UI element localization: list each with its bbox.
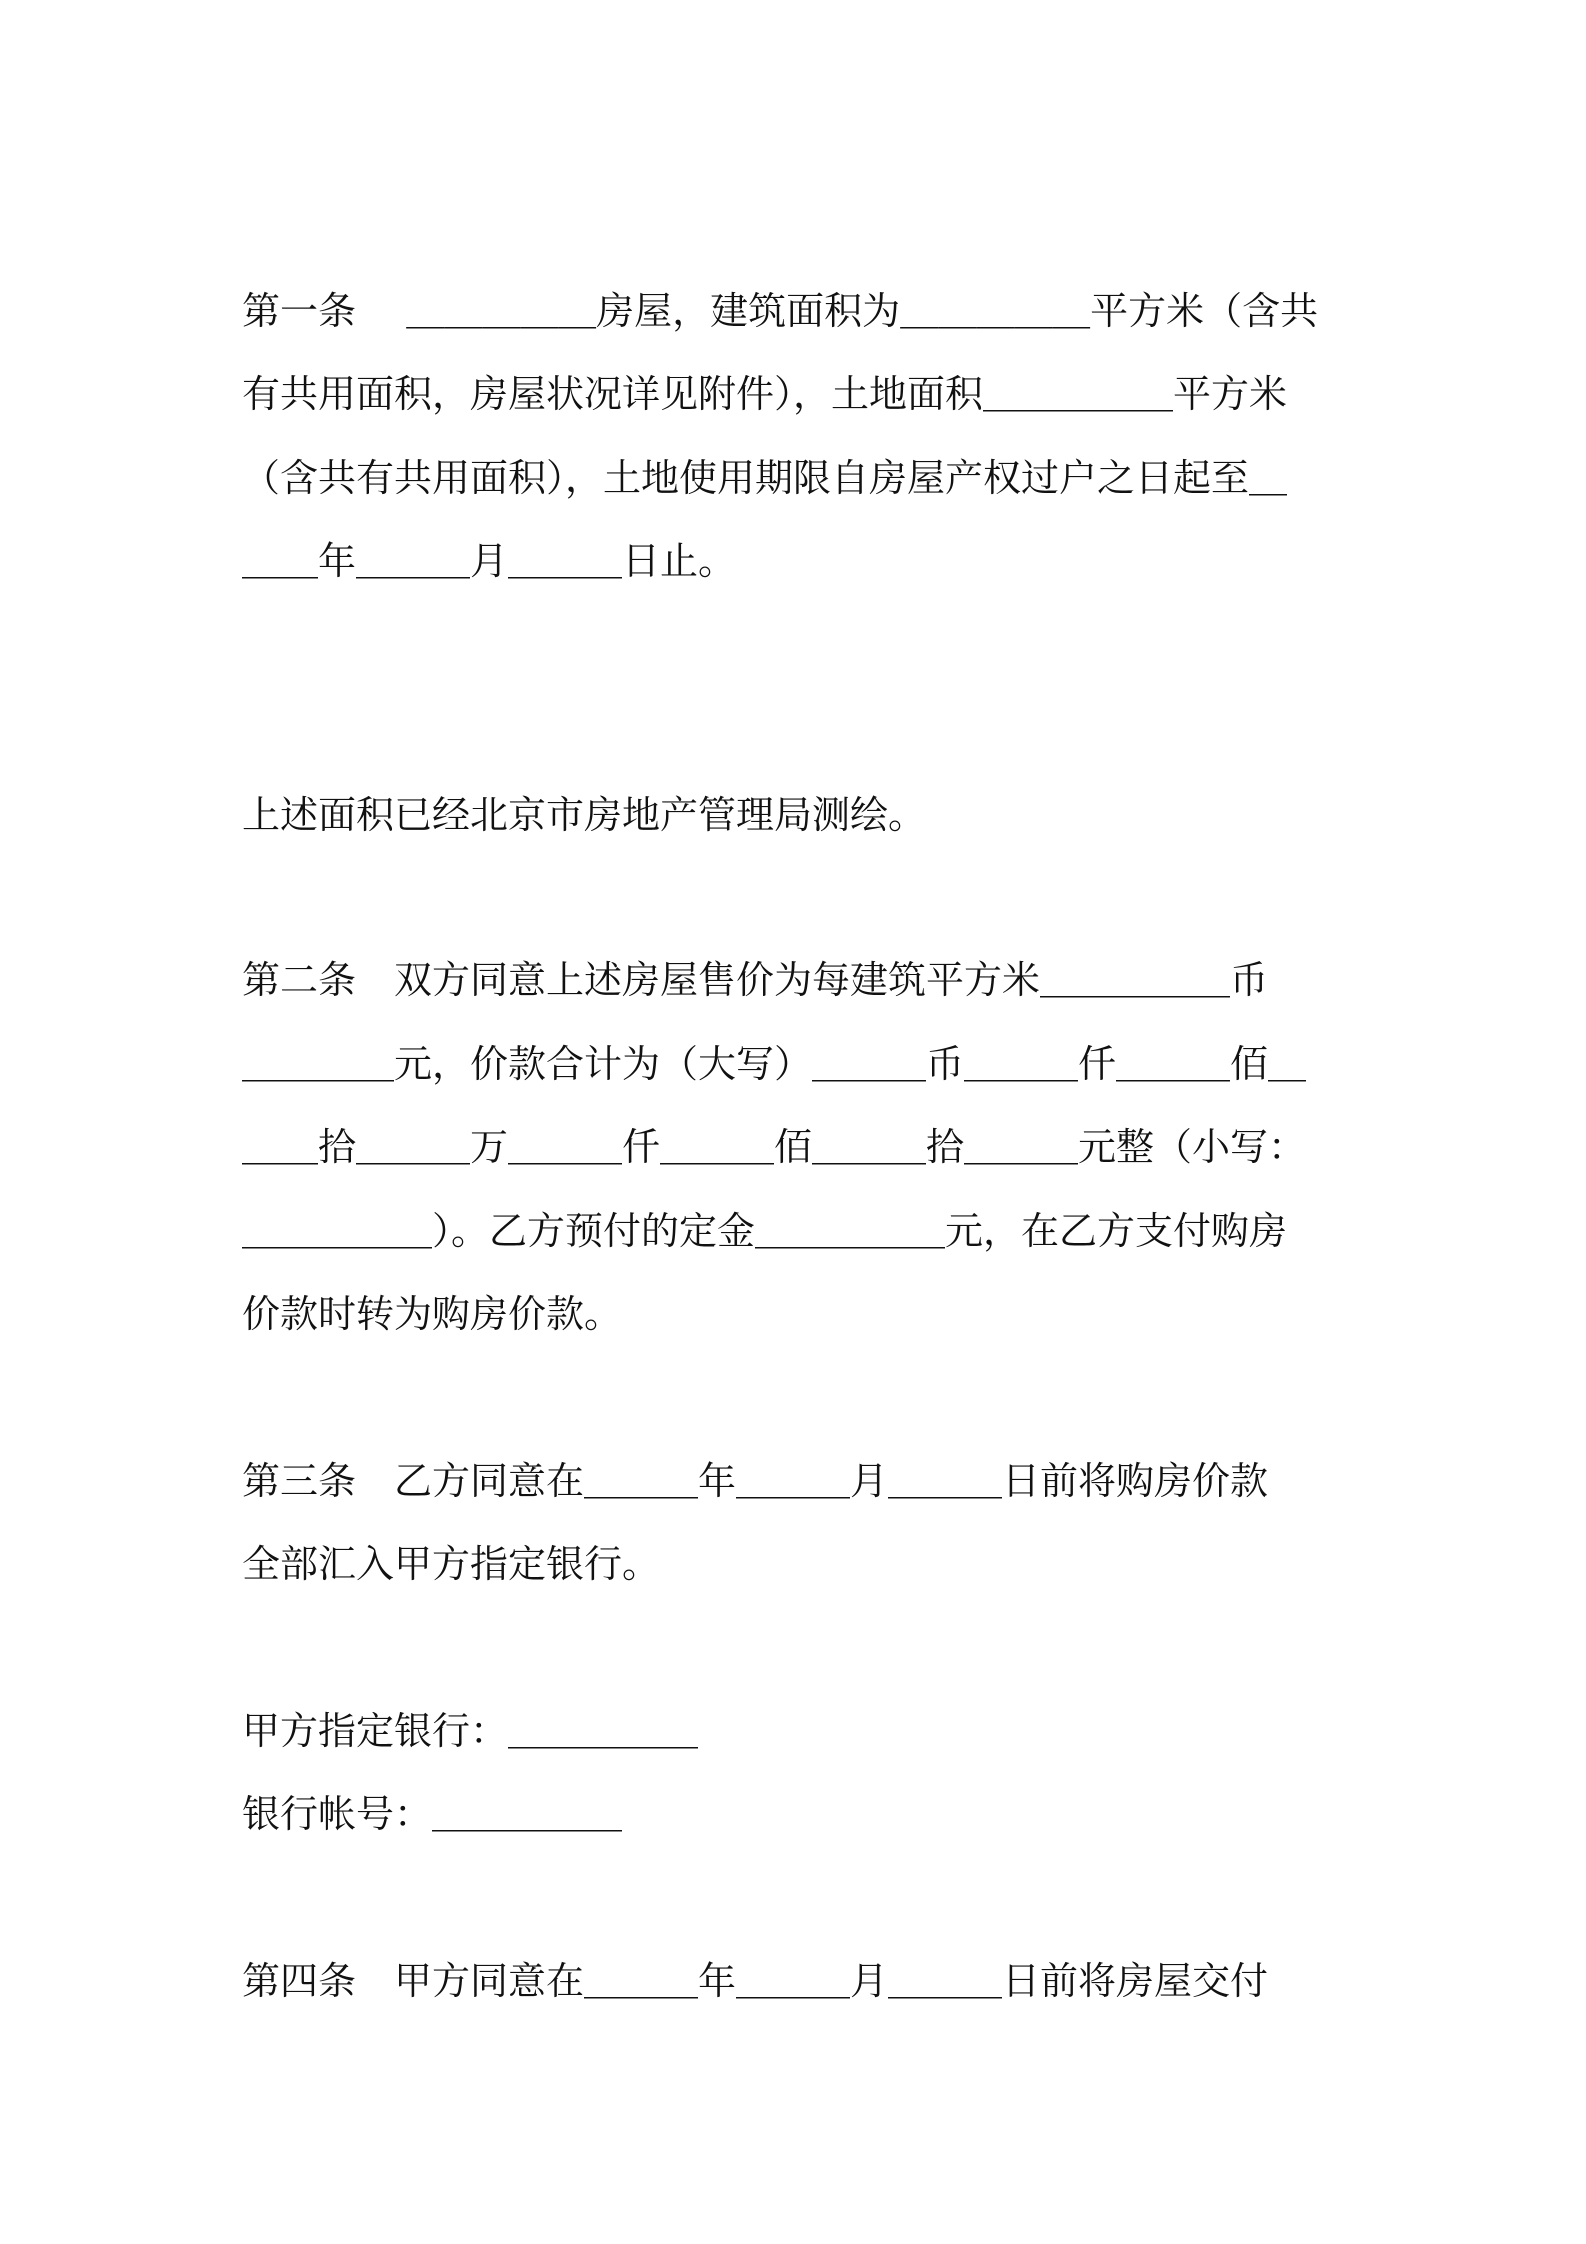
designated-bank-field: 甲方指定银行：＿＿＿＿＿ — [242, 1709, 699, 1753]
article-1-line-4: ＿＿年＿＿＿月＿＿＿日止。 — [242, 539, 737, 583]
article-2-line-2: ＿＿＿＿元，价款合计为（大写）＿＿＿币＿＿＿仟＿＿＿佰＿ — [242, 1042, 1307, 1086]
article-3-line-2: 全部汇入甲方指定银行。 — [242, 1542, 661, 1586]
article-1-line-1: 第一条 ＿＿＿＿＿房屋，建筑面积为＿＿＿＿＿平方米（含共 — [242, 289, 1319, 333]
article-2-line-4: ＿＿＿＿＿）。乙方预付的定金＿＿＿＿＿元，在乙方支付购房 — [242, 1209, 1288, 1253]
article-2-line-5: 价款时转为购房价款。 — [242, 1292, 623, 1336]
article-2-line-1: 第二条 双方同意上述房屋售价为每建筑平方米＿＿＿＿＿币 — [242, 958, 1269, 1002]
article-1-line-3: （含共有共用面积），土地使用期限自房屋产权过户之日起至＿ — [242, 456, 1288, 500]
article-4-line-1: 第四条 甲方同意在＿＿＿年＿＿＿月＿＿＿日前将房屋交付 — [242, 1959, 1269, 2003]
article-1-line-2: 有共用面积，房屋状况详见附件），土地面积＿＿＿＿＿平方米 — [242, 372, 1288, 416]
survey-note: 上述面积已经北京市房地产管理局测绘。 — [242, 793, 927, 837]
bank-account-field: 银行帐号：＿＿＿＿＿ — [242, 1792, 623, 1836]
article-2-line-3: ＿＿拾＿＿＿万＿＿＿仟＿＿＿佰＿＿＿拾＿＿＿元整（小写： — [242, 1125, 1307, 1169]
article-3-line-1: 第三条 乙方同意在＿＿＿年＿＿＿月＿＿＿日前将购房价款 — [242, 1459, 1269, 1503]
